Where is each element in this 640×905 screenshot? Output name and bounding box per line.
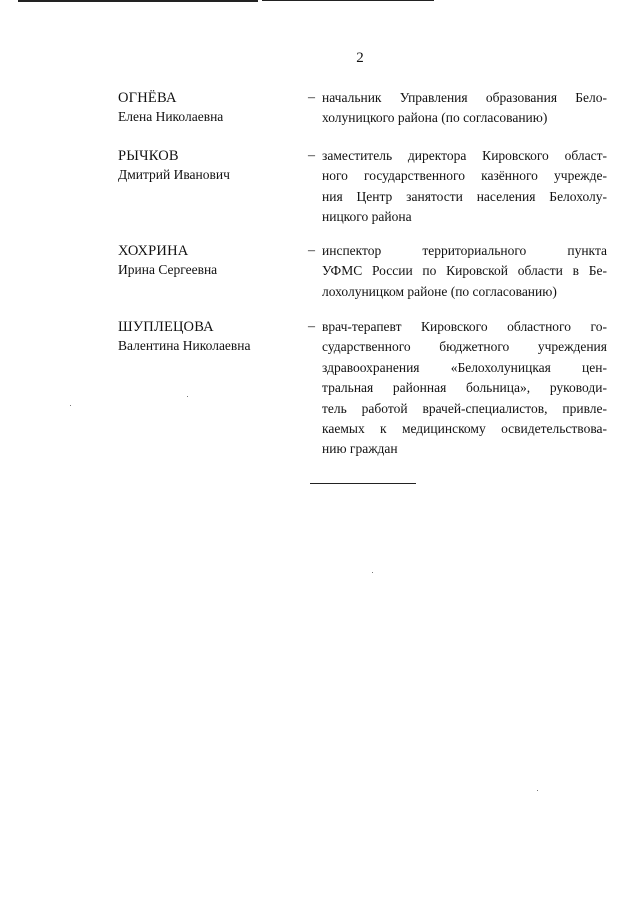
member-surname: ОГНЁВА — [118, 90, 177, 106]
position-line: инспектор территориального пункта — [322, 243, 607, 258]
position-line: лохолуницком районе (по согласованию) — [322, 283, 557, 299]
position-line: холуницкого района (по согласованию) — [322, 110, 548, 126]
entry-dash: – — [308, 90, 315, 105]
position-line: заместитель директора Кировского област- — [322, 148, 607, 163]
member-position — [322, 146, 607, 228]
top-rule-right — [262, 0, 434, 1]
top-rule-left — [18, 0, 258, 2]
member-surname: РЫЧКОВ — [118, 148, 179, 164]
scan-speck — [372, 572, 373, 573]
entry-dash: – — [308, 243, 315, 258]
member-surname: ХОХРИНА — [118, 243, 189, 259]
member-position — [322, 317, 607, 460]
member-surname: ШУПЛЕЦОВА — [118, 319, 214, 335]
entry-dash: – — [308, 148, 315, 163]
position-line: нию граждан — [322, 441, 398, 457]
end-rule — [310, 483, 416, 484]
page-number: 2 — [356, 50, 364, 66]
position-line: врач-терапевт Кировского областного го- — [322, 319, 607, 334]
member-given-name: Валентина Николаевна — [118, 338, 251, 353]
member-given-name: Дмитрий Иванович — [118, 167, 230, 182]
position-line: ного государственного казённого учрежде- — [322, 168, 607, 184]
member-position — [322, 241, 607, 302]
position-line: сударственного бюджетного учреждения — [322, 339, 607, 355]
scan-speck — [70, 405, 71, 406]
position-line: тральная районная больница», руководи- — [322, 380, 607, 396]
position-line: ния Центр занятости населения Белохолу- — [322, 188, 607, 204]
position-line: УФМС России по Кировской области в Бе- — [322, 263, 607, 279]
position-line: тель работой врачей-специалистов, привле- — [322, 400, 607, 416]
member-given-name: Ирина Сергеевна — [118, 262, 218, 277]
position-line: каемых к медицинскому освидетельствова- — [322, 421, 607, 437]
position-line: начальник Управления образования Бело- — [322, 90, 607, 105]
position-line: здравоохранения «Белохолуницкая цен- — [322, 359, 607, 375]
member-given-name: Елена Николаевна — [118, 109, 224, 124]
scan-speck — [187, 396, 188, 397]
member-position — [322, 88, 607, 129]
scan-speck — [537, 790, 538, 791]
entry-dash: – — [308, 319, 315, 334]
position-line: ницкого района — [322, 209, 412, 225]
